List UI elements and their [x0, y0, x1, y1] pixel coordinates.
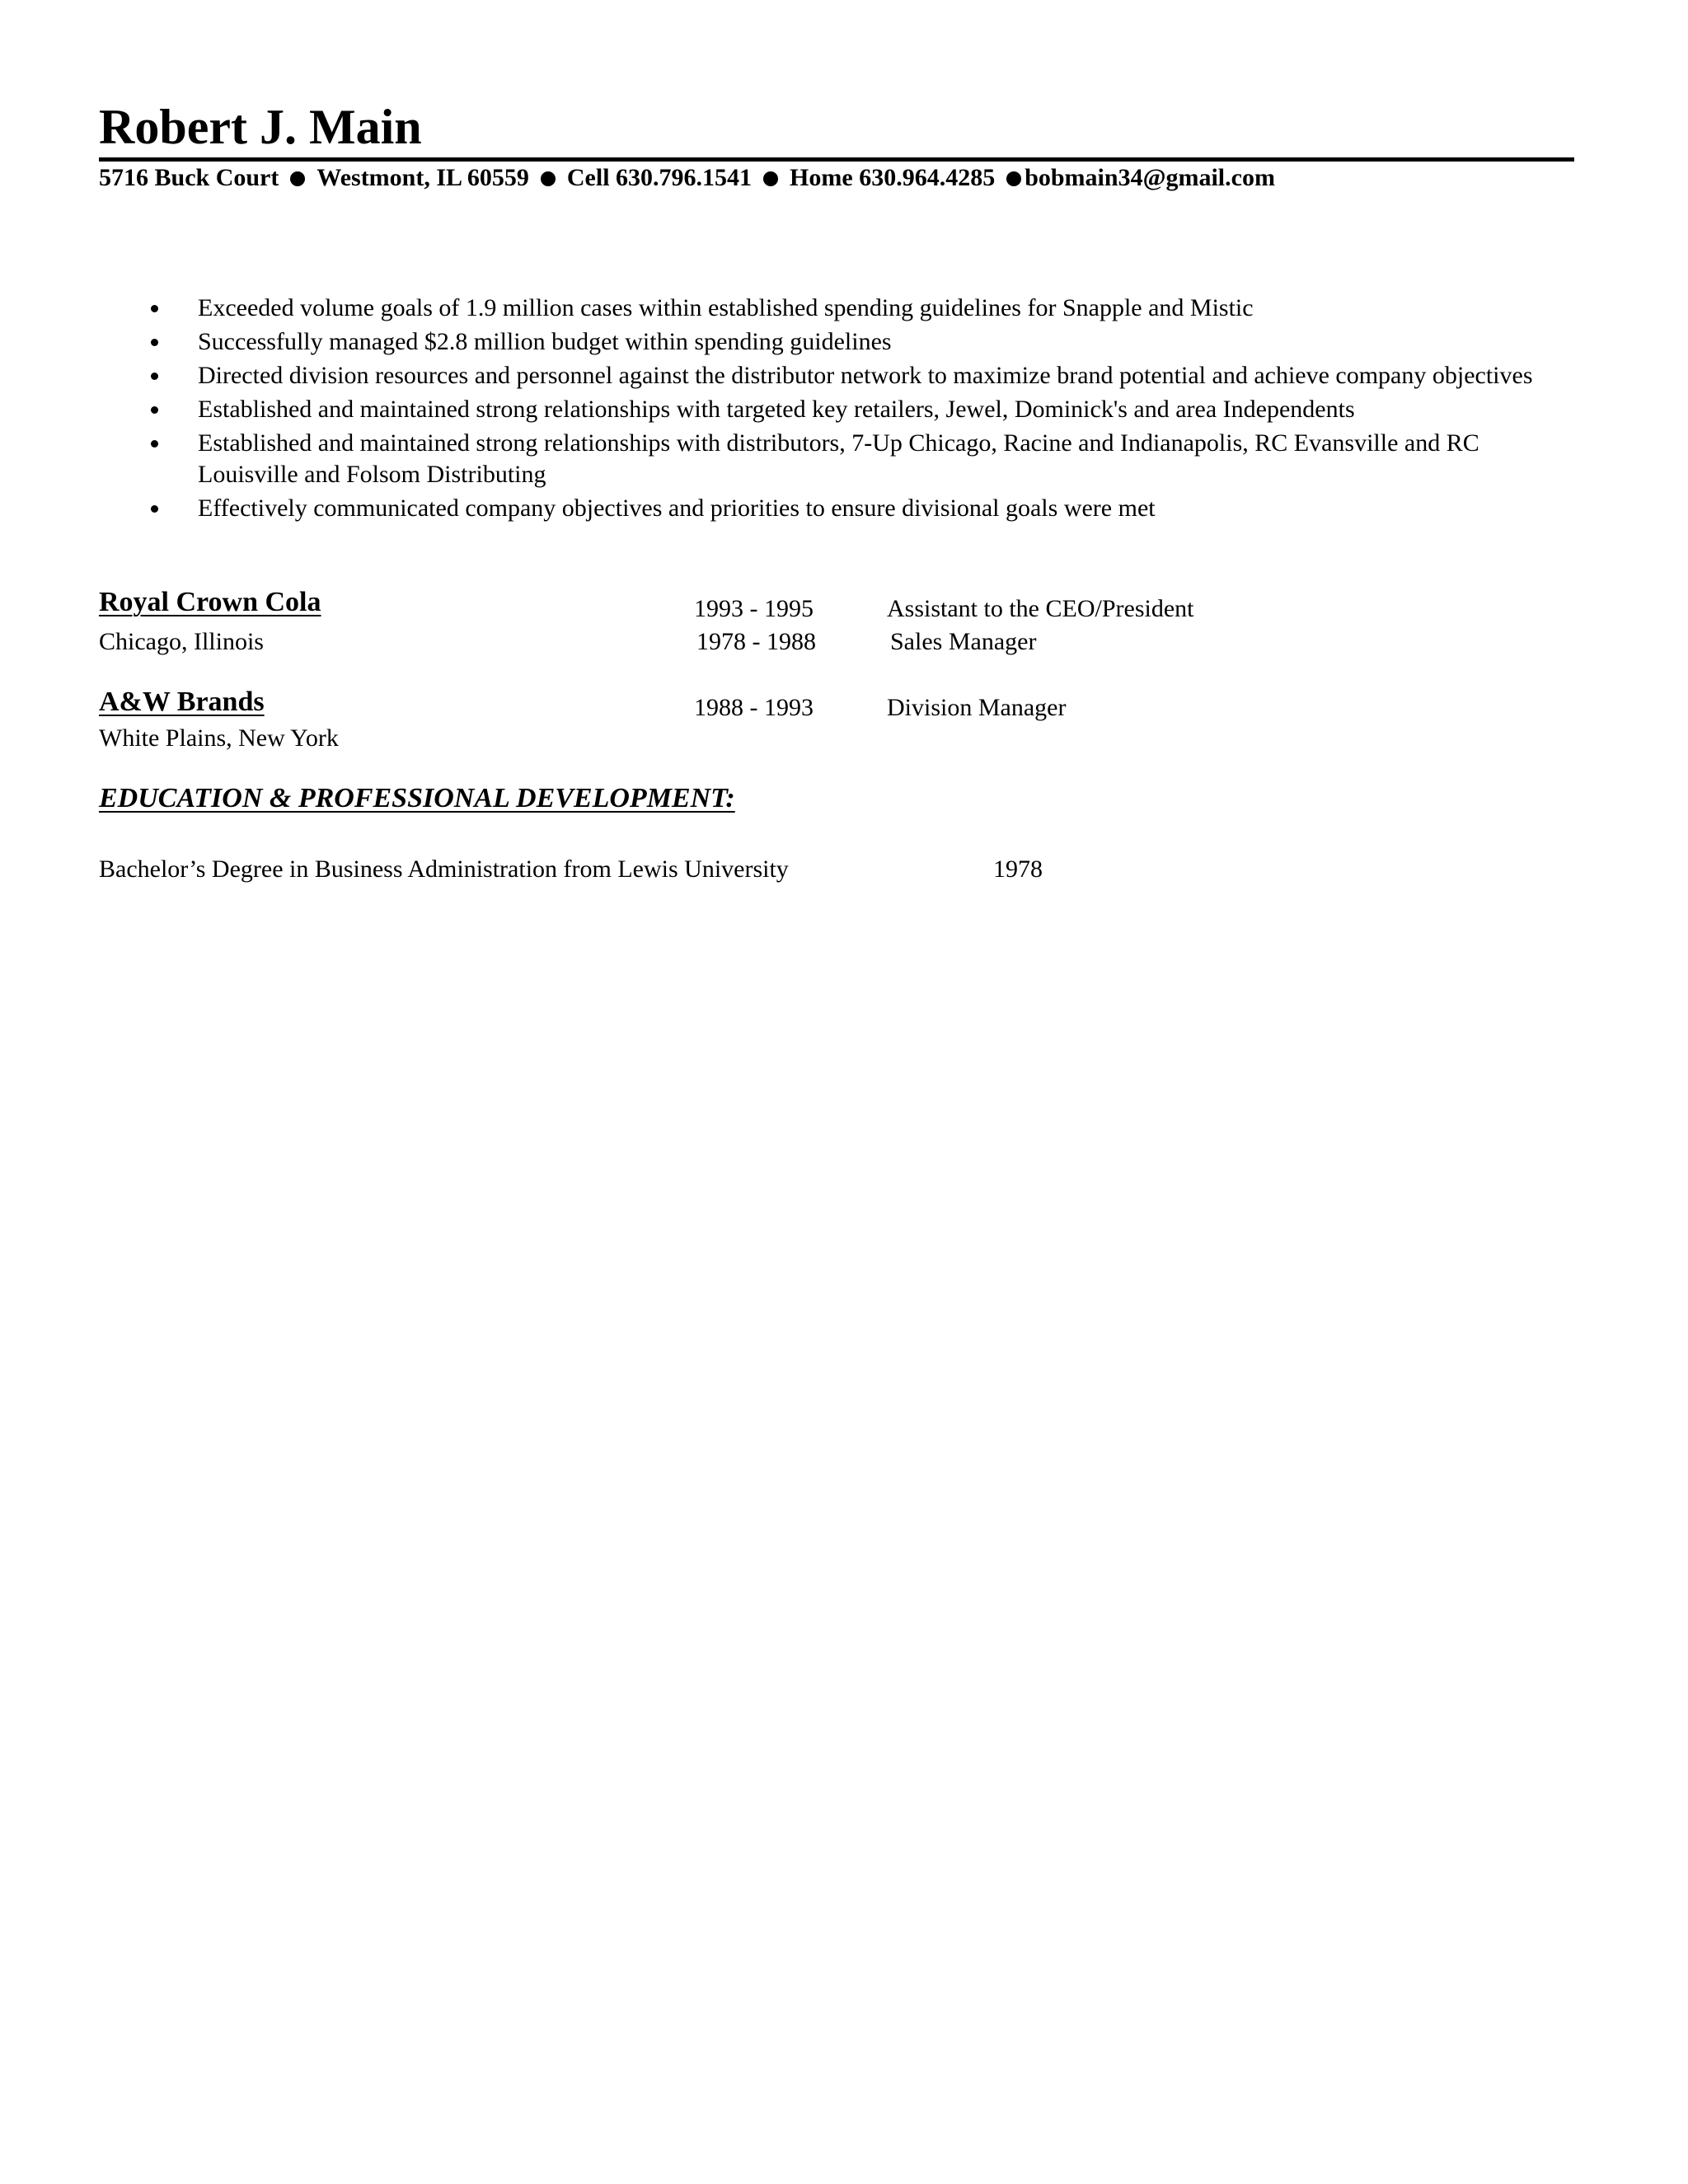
- list-item: [0, 428, 1582, 490]
- bullet-icon: [151, 505, 158, 513]
- bullet-icon: [151, 373, 158, 380]
- city-state-zip: Westmont, IL 60559: [316, 164, 529, 191]
- degree-year: 1978: [993, 855, 1043, 883]
- role-title: Assistant to the CEO/President: [887, 595, 1194, 622]
- separator-dot-icon: [290, 171, 305, 186]
- bullet-text: Directed division resources and personnel against the distributor network to maximize brand potential and achieve company objectives: [198, 362, 1533, 389]
- role-years: 1993 - 1995: [694, 595, 814, 622]
- bullet-text: Established and maintained strong relationships with distributors, 7-Up Chicago, Racine and Indianapolis, RC Evansville and RC Louisville and Folsom Distributing: [198, 429, 1479, 488]
- bullet-icon: [151, 339, 158, 346]
- home-phone: Home 630.964.4285: [790, 164, 996, 191]
- role-title: Sales Manager: [890, 628, 1037, 655]
- bullet-text: Exceeded volume goals of 1.9 million cases within established spending guidelines for Snapple and Mistic: [198, 294, 1254, 321]
- separator-dot-icon: [1006, 171, 1021, 186]
- education-heading: EDUCATION & PROFESSIONAL DEVELOPMENT:: [99, 783, 735, 813]
- bullet-text: Effectively communicated company objectives and priorities to ensure divisional goals were met: [198, 494, 1156, 522]
- candidate-name: Robert J. Main: [99, 100, 422, 154]
- company-location: Chicago, Illinois: [99, 628, 264, 655]
- separator-dot-icon: [763, 171, 778, 186]
- bullet-icon: [151, 440, 158, 448]
- accomplishments-list: [0, 293, 1688, 527]
- role-title: Division Manager: [887, 694, 1067, 721]
- header-divider: [99, 157, 1574, 162]
- list-item: [0, 326, 1582, 358]
- list-item: [0, 493, 1582, 524]
- company-location: White Plains, New York: [99, 724, 339, 752]
- cell-phone: Cell 630.796.1541: [566, 164, 753, 191]
- company-name: Royal Crown Cola: [99, 587, 321, 617]
- list-item: [0, 293, 1582, 324]
- email-address: bobmain34@gmail.com: [1025, 164, 1275, 191]
- bullet-text: Successfully managed $2.8 million budget within spending guidelines: [198, 328, 892, 355]
- list-item: [0, 394, 1582, 425]
- company-name: A&W Brands: [99, 687, 265, 717]
- contact-line: [99, 163, 1275, 193]
- bullet-icon: [151, 305, 158, 312]
- bullet-icon: [151, 406, 158, 414]
- separator-dot-icon: [541, 171, 556, 186]
- role-years: 1988 - 1993: [694, 694, 814, 721]
- list-item: [0, 360, 1582, 391]
- bullet-text: Established and maintained strong relationships with targeted key retailers, Jewel, Dominick's and area Independents: [198, 396, 1355, 423]
- degree-text: Bachelor’s Degree in Business Administration from Lewis University: [99, 855, 789, 883]
- address: 5716 Buck Court: [99, 164, 279, 191]
- role-years: 1978 - 1988: [696, 628, 816, 655]
